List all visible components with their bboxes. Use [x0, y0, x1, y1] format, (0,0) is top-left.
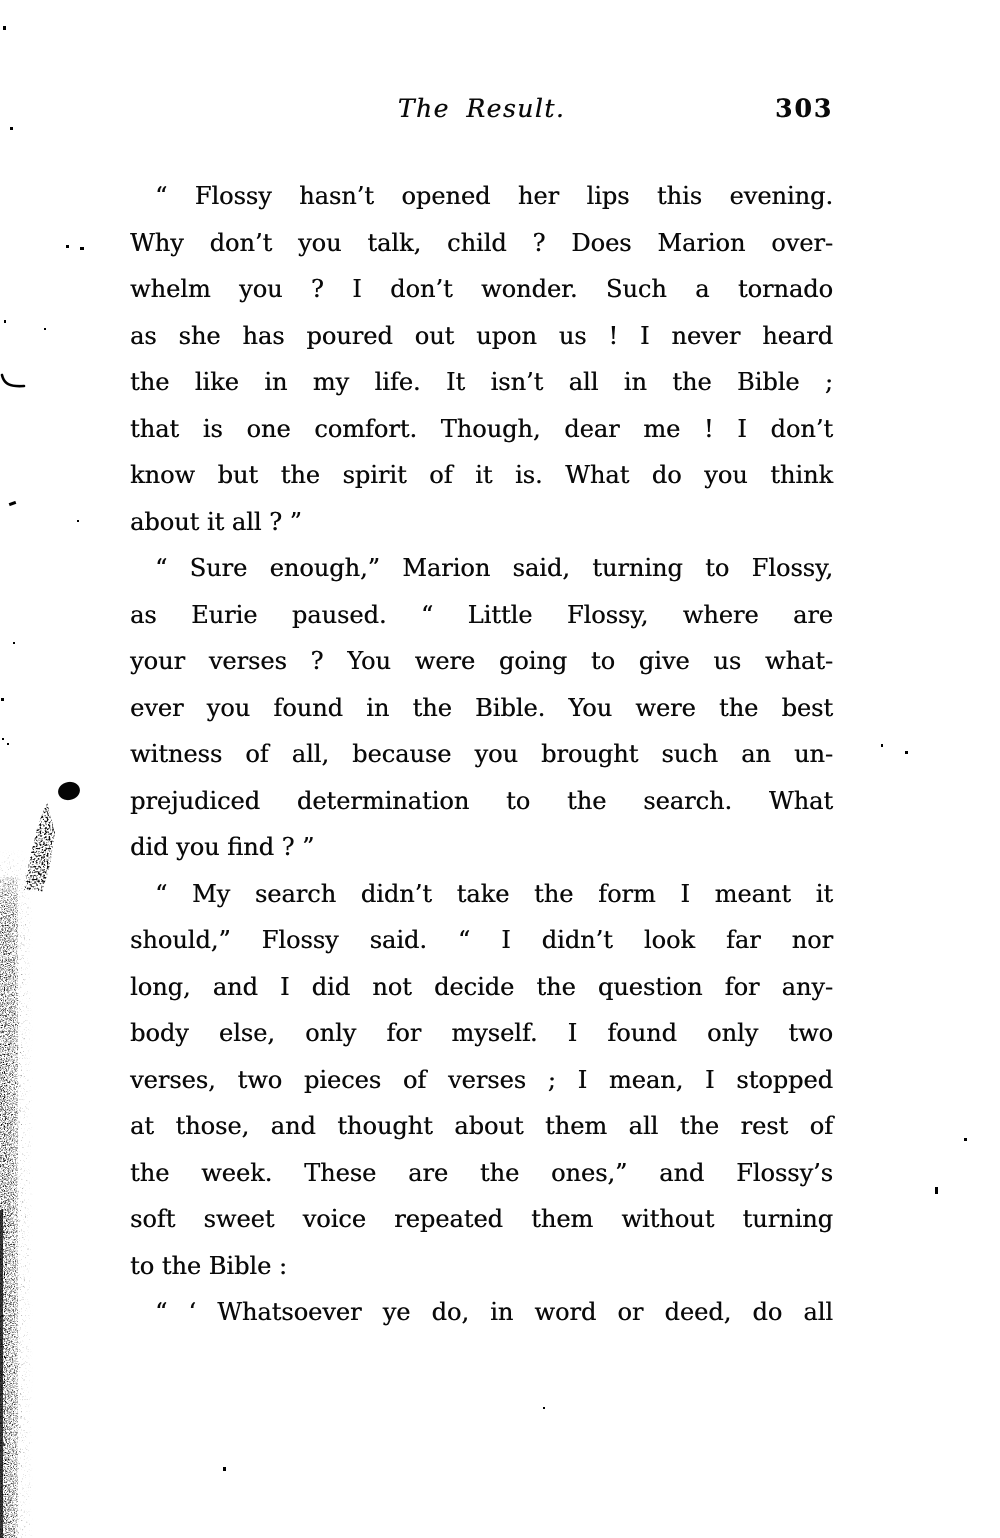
text-line: should,” Flossy said. “ I didn’t look far nor: [130, 926, 833, 954]
scan-speck: [881, 744, 883, 747]
scan-speck: [77, 520, 79, 522]
edge-dash-mark: [0, 372, 26, 392]
text-line: soft sweet voice repeated them without turning: [130, 1205, 833, 1233]
text-line: verses, two pieces of verses ; I mean, I stopped: [130, 1065, 833, 1094]
scan-speck: [80, 247, 84, 250]
text-line: about it all ? ”: [130, 507, 302, 536]
scan-speck: [935, 1187, 938, 1194]
page-number: 303: [775, 94, 834, 123]
scan-speck: [10, 127, 13, 130]
paragraph: [130, 173, 833, 545]
scan-speck: [66, 245, 69, 248]
scan-speck: [9, 501, 17, 506]
scan-speck: [2, 738, 4, 740]
paragraph: [130, 871, 833, 1290]
scan-speck: [964, 1138, 967, 1141]
text-line: your verses ? You were going to give us what-: [130, 647, 833, 675]
scan-speck: [543, 1407, 545, 1409]
scan-speck: [223, 1467, 226, 1471]
text-line: ever you found in the Bible. You were the best: [130, 693, 833, 722]
text-line: the week. These are the ones,” and Flossy’s: [130, 1158, 833, 1187]
text-line: long, and I did not decide the question for any-: [130, 972, 833, 1001]
text-line: did you find ? ”: [130, 833, 315, 861]
scan-speck: [1, 698, 4, 701]
text-line: whelm you ? I don’t wonder. Such a tornado: [130, 275, 833, 303]
paragraph: [130, 1289, 833, 1336]
scan-speck: [3, 26, 6, 30]
scan-speck: [7, 743, 9, 745]
scan-speck: [44, 328, 46, 330]
scan-speck: [13, 642, 15, 644]
text-line: know but the spirit of it is. What do you think: [130, 461, 833, 489]
text-line: “ Flossy hasn’t opened her lips this evening.: [155, 182, 833, 210]
text-line: as Eurie paused. “ Little Flossy, where are: [130, 600, 833, 629]
scan-speck: [4, 320, 6, 323]
text-line: the like in my life. It isn’t all in the Bible ;: [130, 368, 833, 396]
text-line: body else, only for myself. I found only two: [130, 1019, 833, 1047]
scan-speck: [905, 751, 908, 754]
text-line: “ Sure enough,” Marion said, turning to Flossy,: [155, 554, 833, 582]
text-line: prejudiced determination to the search. What: [130, 786, 833, 815]
text-line: witness of all, because you brought such an un-: [130, 740, 833, 768]
scan-noise-band: [0, 770, 90, 1538]
text-line: at those, and thought about them all the rest of: [130, 1112, 833, 1140]
text-line: “ ‘ Whatsoever ye do, in word or deed, do all: [155, 1298, 833, 1326]
text-line: to the Bible :: [130, 1251, 287, 1280]
body-text: [130, 173, 833, 1336]
edge-speckle-band: [0, 855, 44, 1538]
text-line: that is one comfort. Though, dear me ! I don’t: [130, 414, 833, 443]
text-line: as she has poured out upon us ! I never heard: [130, 321, 833, 350]
paragraph: [130, 545, 833, 871]
text-line: Why don’t you talk, child ? Does Marion over-: [130, 228, 833, 257]
text-line: “ My search didn’t take the form I meant it: [155, 879, 833, 908]
ink-blot: [56, 780, 81, 802]
running-head: The Result.: [397, 94, 566, 123]
ink-smudge: [24, 802, 55, 892]
